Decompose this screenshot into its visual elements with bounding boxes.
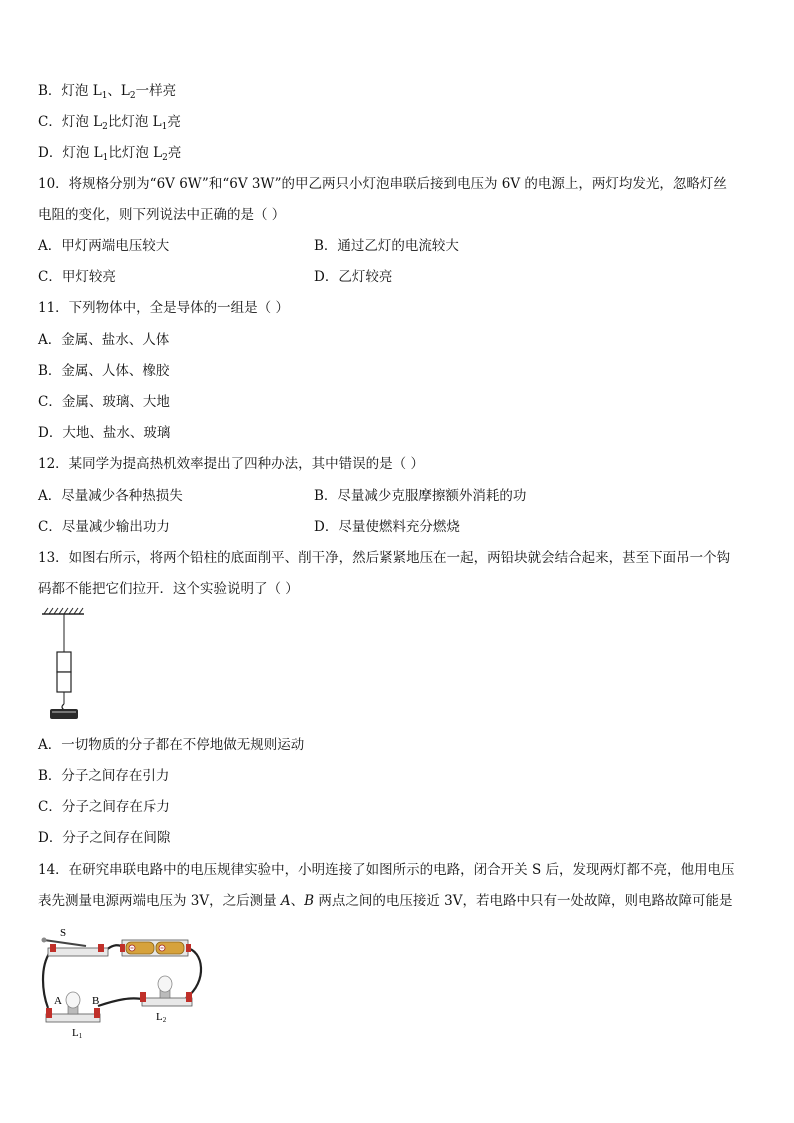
q10-option-b: B．通过乙灯的电流较大 xyxy=(314,238,459,254)
switch xyxy=(42,938,109,957)
q10-stem-line1: 10．将规格分别为“6V 6W”和“6V 3W”的甲乙两只小灯泡串联后接到电压为 6V 的电源上，两灯均发光，忽略灯丝 xyxy=(38,176,727,192)
q10-option-a: A．甲灯两端电压较大 xyxy=(38,238,170,254)
label-s: S xyxy=(60,927,67,939)
circuit-svg xyxy=(36,922,216,1040)
q10-option-d: D．乙灯较亮 xyxy=(314,269,393,285)
q13-option-d: D．分子之间存在间隙 xyxy=(38,830,171,846)
label-l1: L1 xyxy=(72,1027,83,1040)
q13-option-b: B．分子之间存在引力 xyxy=(38,768,170,784)
label-l2: L2 xyxy=(156,1011,167,1024)
q11-option-a: A．金属、盐水、人体 xyxy=(38,332,170,348)
q12-option-a: A．尽量减少各种热损失 xyxy=(38,488,183,504)
q11-option-c: C．金属、玻璃、大地 xyxy=(38,394,170,410)
q10-stem-line2: 电阻的变化，则下列说法中正确的是（ ） xyxy=(38,207,286,223)
q12-stem: 12．某同学为提高热机效率提出了四种办法，其中错误的是（ ） xyxy=(38,456,424,472)
q13-stem-line2: 码都不能把它们拉开．这个实验说明了（ ） xyxy=(38,581,299,597)
q13-stem-line1: 13．如图右所示，将两个铅柱的底面削平、削干净，然后紧紧地压在一起，两铅块就会结合起来，甚至下面吊一个钩 xyxy=(38,550,731,566)
q14-stem-line1: 14．在研究串联电路中的电压规律实验中，小明连接了如图所示的电路，闭合开关 S 后，发现两灯都不亮，他用电压 xyxy=(38,862,735,878)
q9-option-d: D．灯泡 $L_1$比灯泡 $L_2$亮 xyxy=(38,145,182,163)
q11-option-b: B．金属、人体、橡胶 xyxy=(38,363,170,379)
q12-option-d: D．尽量使燃料充分燃烧 xyxy=(314,519,460,535)
q12-option-b: B．尽量减少克服摩擦额外消耗的功 xyxy=(314,488,527,504)
q9-option-b: B．灯泡 $L_1$、$L_2$一样亮 xyxy=(38,83,177,101)
q11-option-d: D．大地、盐水、玻璃 xyxy=(38,425,171,441)
circuit-figure xyxy=(36,922,216,1040)
lead-cylinders-svg xyxy=(38,606,98,726)
label-b: B xyxy=(92,995,100,1007)
q9-option-c: C．灯泡 $L_2$比灯泡 $L_1$亮 xyxy=(38,114,181,132)
q14-stem-line2: 表先测量电源两端电压为 3V，之后测量 A、B 两点之间的电压接近 3V，若电路中只有一处故障，则电路故障可能是 xyxy=(38,893,733,909)
battery-holder xyxy=(120,940,191,956)
label-a: A xyxy=(54,995,62,1007)
lead-cylinders-figure xyxy=(38,606,98,726)
q13-option-a: A．一切物质的分子都在不停地做无规则运动 xyxy=(38,737,305,753)
q11-stem: 11．下列物体中，全是导体的一组是（ ） xyxy=(38,300,289,316)
q13-option-c: C．分子之间存在斥力 xyxy=(38,799,170,815)
q12-option-c: C．尽量减少输出功力 xyxy=(38,519,170,535)
lamp-l2 xyxy=(140,976,192,1006)
q10-option-c: C．甲灯较亮 xyxy=(38,269,116,285)
